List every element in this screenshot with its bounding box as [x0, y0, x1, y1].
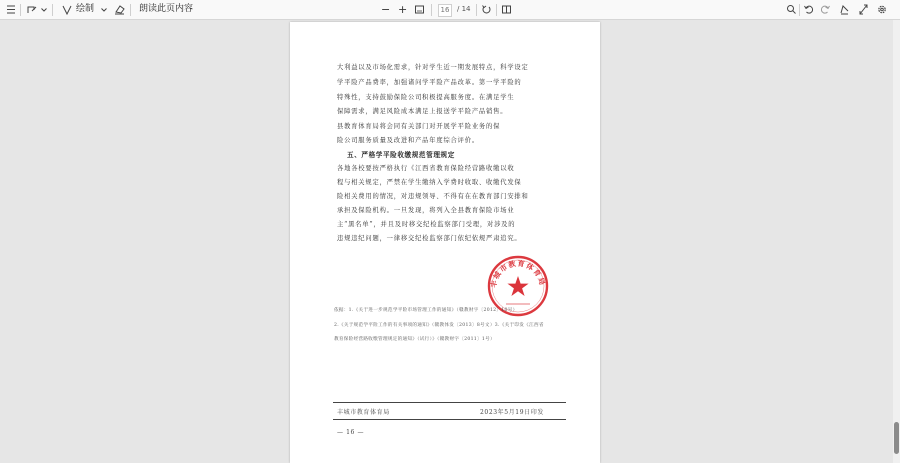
pdf-toolbar: [0, 0, 900, 20]
undo-icon[interactable]: [803, 2, 814, 17]
fit-page-icon[interactable]: [414, 2, 425, 17]
seal-text: 丰城市教育体育局: [488, 258, 548, 289]
text-line: 程与相关规定，严禁在学生缴纳入学费时收取、收缴代发保: [337, 179, 522, 186]
page-number: — 16 —: [337, 429, 365, 436]
zoom-out-button[interactable]: −: [381, 3, 391, 16]
note-line: 依据：1.《关于进一步规范学平险市场管理工作的通知》（赣教财字〔2012〕10号）: [334, 308, 518, 313]
text-line: 学平险产品费率，加强诸问学平险产品改革。第一学平险的: [337, 79, 522, 86]
redo-icon[interactable]: [820, 2, 831, 17]
contents-icon[interactable]: [6, 2, 16, 17]
highlight-dropdown-chevron-down-icon[interactable]: [40, 2, 48, 17]
footer-top-rule: [333, 402, 566, 403]
vertical-scrollbar[interactable]: [893, 20, 900, 463]
section-heading: 五、严格学平险收缴规范管理规定: [347, 151, 455, 159]
page-number-value: 16: [438, 4, 452, 17]
text-line: 大利益以及市场化需求，针对学生近一期发展特点，科学设定: [337, 64, 529, 71]
text-line: 各地各校要按严格执行《江西省教育保险经营路收缴以收: [337, 165, 515, 172]
note-line: 2.《关于规范学平险工作的有关事项的通知》（赣教体发〔2013〕8号文）3.《关于印发《江西省: [334, 323, 544, 328]
draw-icon[interactable]: [62, 2, 72, 17]
erase-icon[interactable]: [114, 2, 125, 17]
text-line: 县教育体育局将会同有关部门对开展学平险业务的保: [337, 123, 501, 130]
settings-gear-icon[interactable]: [876, 2, 888, 17]
draw-dropdown-chevron-down-icon[interactable]: [100, 2, 108, 17]
note-line: 教育保险经营路收缴管理规定的通知》（试行）》（赣教财字〔2011〕1号）: [334, 337, 495, 342]
draw-button[interactable]: 绘制: [76, 4, 95, 14]
save-icon[interactable]: [839, 2, 850, 17]
highlight-icon[interactable]: [26, 2, 38, 17]
page-total: / 14: [457, 5, 471, 13]
rotate-icon[interactable]: [481, 2, 492, 17]
text-line: 险相关费用的情况，对违规领导、不得有在在教育部门安排和: [337, 193, 529, 200]
search-icon[interactable]: [786, 2, 797, 17]
fullscreen-icon[interactable]: [858, 2, 869, 17]
text-line: 险公司服务质量及改进和产品年度综合评价。: [337, 137, 479, 144]
text-line: 保障需求，满足风险成本满足上报送学平险产品销售。: [337, 108, 508, 115]
footer-issuer: 丰城市教育体育局: [337, 409, 390, 416]
text-line: 违规违纪问题，一律移交纪检监察部门依纪依规严肃追究。: [337, 235, 522, 242]
text-line: 承担及保险机构。一旦发现，将列入全县教育保险市场业: [337, 207, 515, 214]
text-line: 特殊性，支持鼓励保险公司积极提高服务度。在满足学生: [337, 94, 515, 101]
scrollbar-thumb[interactable]: [894, 422, 899, 454]
text-line: 主“黑名单”，并且及时移交纪检监察部门受理，对涉及的: [337, 221, 516, 228]
zoom-in-button[interactable]: +: [398, 3, 408, 16]
footer-bottom-rule: [333, 419, 566, 420]
read-aloud-button[interactable]: 朗读此页内容: [139, 4, 194, 14]
page-number-input[interactable]: [438, 2, 452, 17]
document-page: [290, 22, 600, 463]
footer-date: 2023年5月19日印发: [480, 409, 544, 416]
two-page-view-icon[interactable]: [501, 2, 512, 17]
